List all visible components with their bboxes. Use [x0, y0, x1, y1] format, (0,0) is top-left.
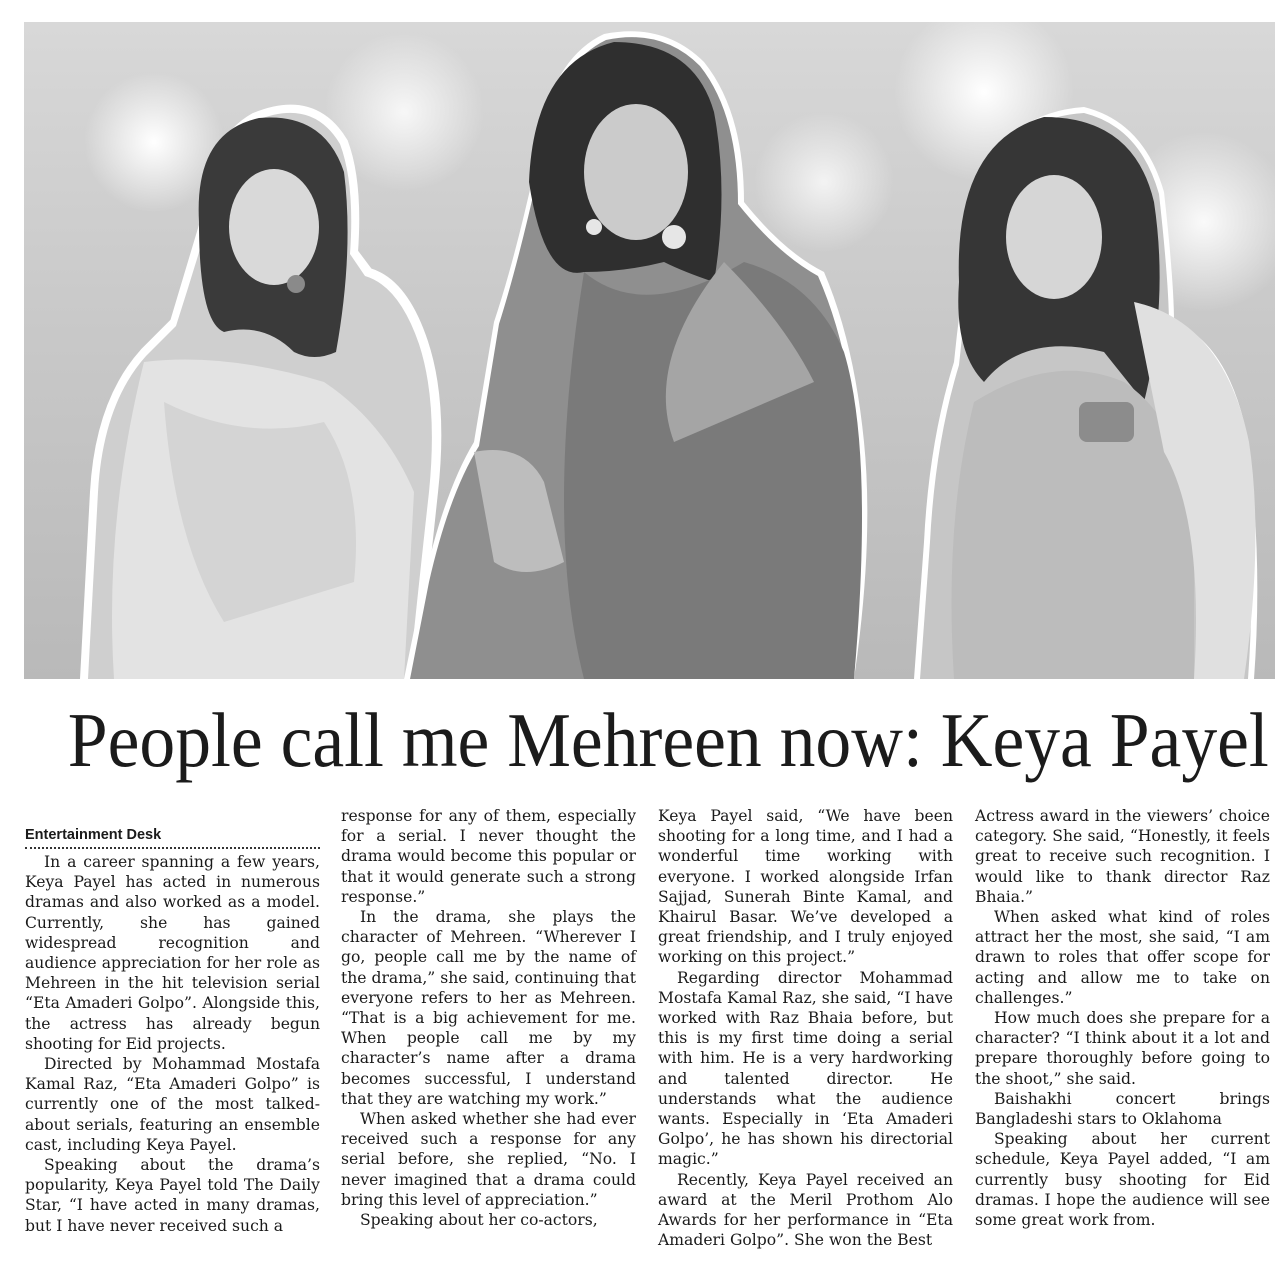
- paragraph: Directed by Mohammad Mostafa Kamal Raz, “Eta Amaderi Golpo” is currently one of the most talked-about serials, featuring an ensemble cast, including Keya Payel.: [25, 1055, 320, 1154]
- related-link-text: Baishakhi concert brings Bangladeshi stars to Oklahoma: [975, 1089, 1270, 1129]
- paragraph: Speaking about her current schedule, Keya Payel added, “I am currently busy shooting for Eid dramas. I hope the audience will see some great work from.: [975, 1130, 1270, 1230]
- paragraph: Regarding director Mohammad Mostafa Kamal Raz, she said, “I have worked with Raz Bhaia before, but this is my first time doing a serial with him. He is a very hardworking and talented director. He understands what the audience wants. Especially in ‘Eta Amaderi Golpo’, he has shown his directorial magic.”: [658, 968, 953, 1169]
- article-column-4: [975, 806, 1270, 1230]
- headline: People call me Mehreen now: Keya Payel: [67, 697, 1269, 783]
- photo-collage: [24, 22, 1275, 679]
- article-photo: [24, 22, 1275, 679]
- paragraph: In a career spanning a few years, Keya Payel has acted in numerous dramas and also worked as a model. Currently, she has gained widespread recognition and audience appreciation for her role as Mehreen in the hit television serial “Eta Amaderi Golpo”. Alongside this, the actress has already begun shooting for Eid projects.: [25, 853, 320, 1053]
- article-column-2: [341, 806, 636, 1230]
- paragraph: When asked whether she had ever received such a response for any serial before, she replied, “No. I never imagined that a drama could bring this level of appreciation.”: [341, 1110, 636, 1209]
- paragraph: response for any of them, especially for a serial. I never thought the drama would become this popular or that it would generate such a strong response.”: [341, 807, 636, 906]
- paragraph: Actress award in the viewers’ choice category. She said, “Honestly, it feels great to receive such recognition. I would like to thank director Raz Bhaia.”: [975, 807, 1270, 906]
- center-woman-figure: [404, 31, 867, 679]
- paragraph: Recently, Keya Payel received an award at the Meril Prothom Alo Awards for her performance in “Eta Amaderi Golpo”. She won the Best: [658, 1170, 953, 1250]
- paragraph: Speaking about her co-actors,: [360, 1211, 598, 1230]
- paragraph: In the drama, she plays the character of Mehreen. “Wherever I go, people call me by the name of the drama,” she said, continuing that everyone refers to her as Mehreen. “That is a big achievement for me. When people call me by my character’s name after a drama becomes successful, I understand that they are watching my work.”: [341, 908, 636, 1108]
- paragraph: When asked what kind of roles attract her the most, she said, “I am drawn to roles that offer scope for acting and allow me to take on challenges.”: [975, 908, 1270, 1007]
- left-woman-figure: [84, 109, 437, 679]
- article-column-1: [25, 806, 320, 1236]
- article-column-3: [658, 806, 953, 1250]
- paragraph: Keya Payel said, “We have been shooting for a long time, and I had a wonderful time working with everyone. I worked alongside Irfan Sajjad, Sunerah Binte Kamal, and Khairul Basar. We’ve developed a great friendship, and I truly enjoyed working on this project.”: [658, 807, 953, 967]
- right-woman-figure: [914, 107, 1257, 679]
- paragraph: How much does she prepare for a character? “I think about it a lot and prepare thoroughly before going to the shoot,” she said.: [975, 1009, 1270, 1088]
- byline: Entertainment Desk: [25, 806, 320, 849]
- paragraph: Speaking about the drama’s popularity, Keya Payel told The Daily Star, “I have acted in many dramas, but I have never received such a: [25, 1156, 320, 1235]
